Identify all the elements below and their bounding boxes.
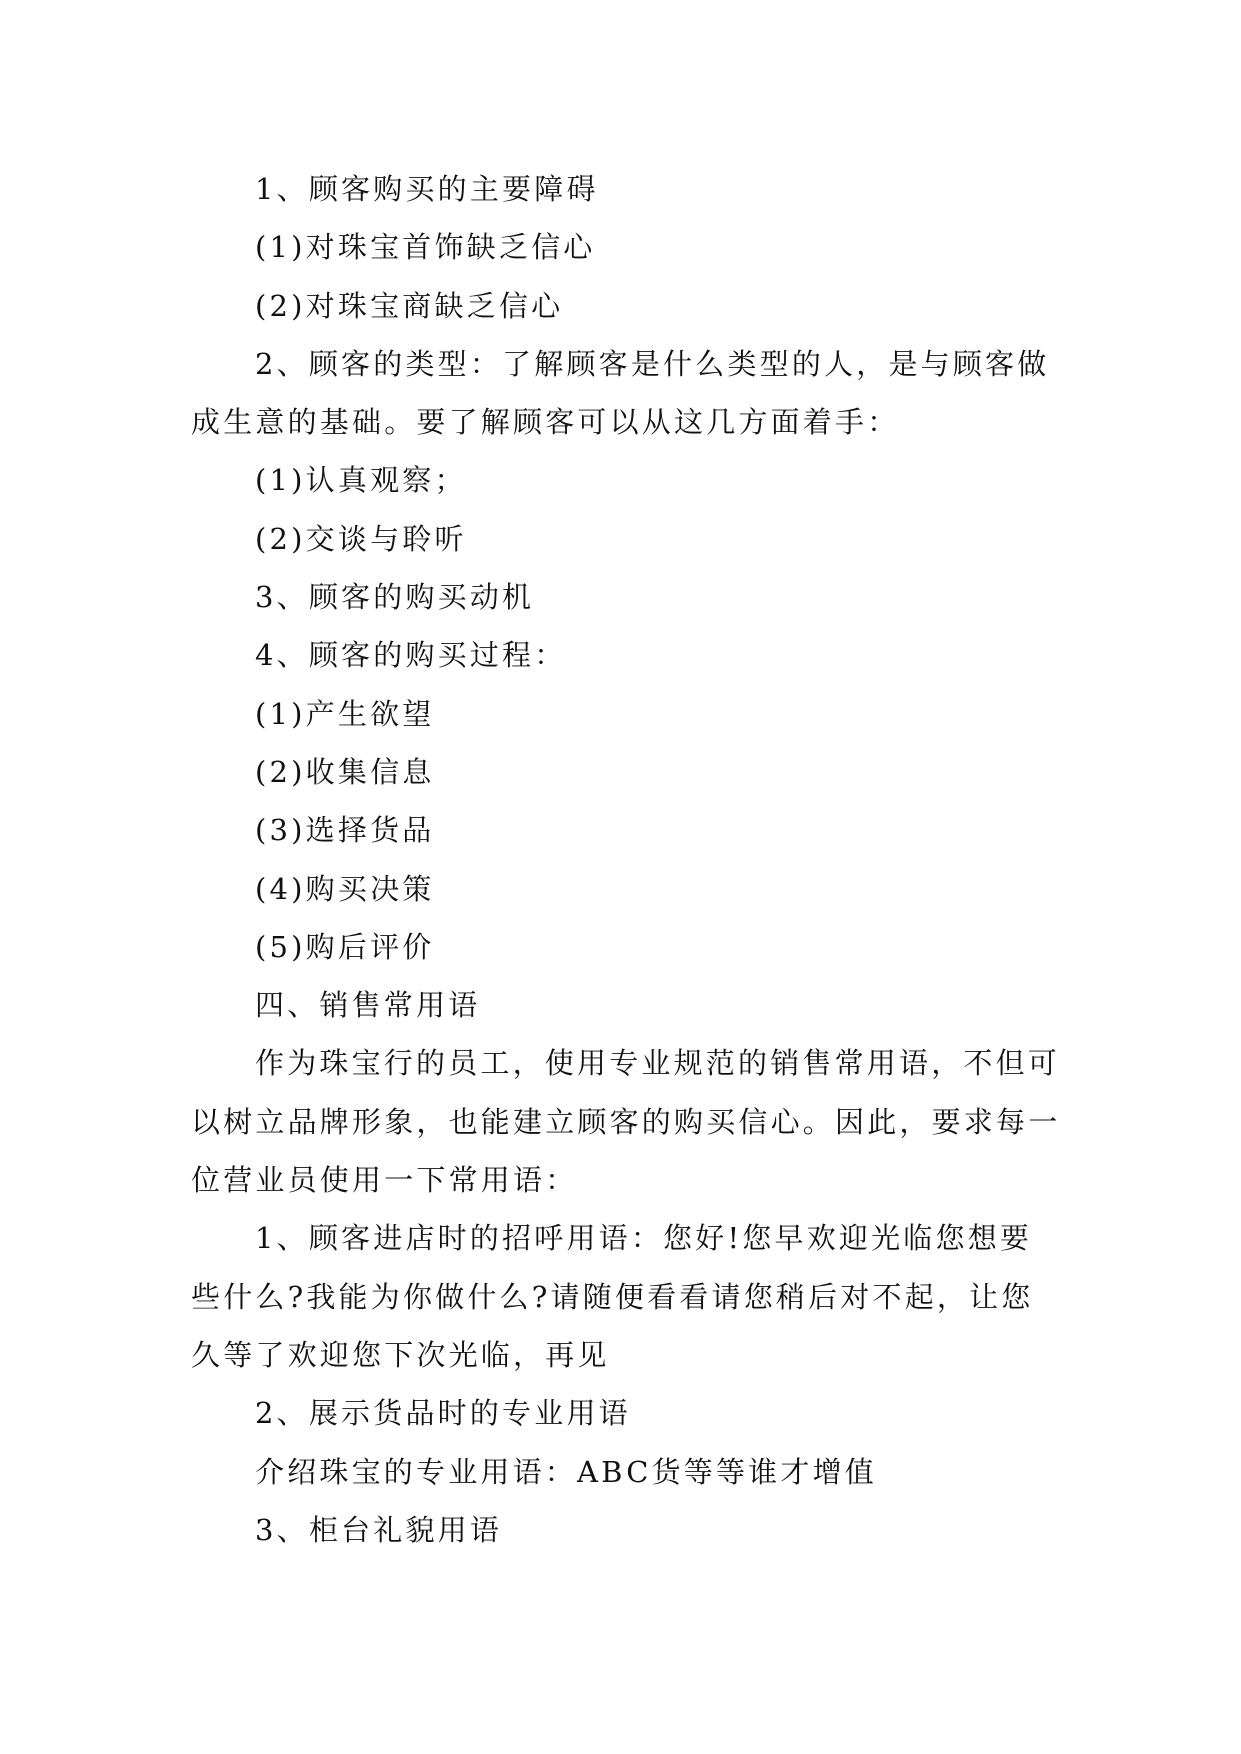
- document-body: [191, 160, 1061, 1559]
- paragraph-obstacles-heading: 1、顾客购买的主要障碍: [255, 172, 599, 206]
- paragraph-process-step-5: (5)购后评价: [255, 929, 435, 964]
- paragraph-purchase-process: 4、顾客的购买过程：: [255, 638, 567, 673]
- paragraph-customer-types: 2、顾客的类型：了解顾客是什么类型的人，是与顾客做成生意的基础。要了解顾客可以从这几方面着手：: [191, 346, 1050, 440]
- paragraph-motivation: 3、顾客的购买动机: [255, 580, 535, 615]
- paragraph-process-step-3: (3)选择货品: [255, 813, 435, 848]
- paragraph-greeting-phrases: 1、顾客进店时的招呼用语：您好!您早欢迎光临您想要些什么?我能为你做什么?请随便看看请您稍后对不起，让您久等了欢迎您下次光临，再见: [191, 1221, 1034, 1372]
- paragraph-counter-courtesy: 3、柜台礼貌用语: [255, 1512, 503, 1547]
- paragraph-obstacle-1: (1)对珠宝首饰缺乏信心: [255, 230, 596, 265]
- paragraph-process-step-4: (4)购买决策: [255, 871, 435, 906]
- paragraph-obstacle-2: (2)对珠宝商缺乏信心: [255, 288, 564, 323]
- paragraph-process-step-2: (2)收集信息: [255, 754, 435, 789]
- paragraph-sales-intro: 作为珠宝行的员工，使用专业规范的销售常用语，不但可以树立品牌形象，也能建立顾客的购买信心。因此，要求每一位营业员使用一下常用语：: [191, 1046, 1061, 1198]
- paragraph-process-step-1: (1)产生欲望: [255, 696, 435, 731]
- paragraph-display-phrases: 2、展示货品时的专业用语: [255, 1396, 631, 1431]
- paragraph-jewelry-terms: 介绍珠宝的专业用语：ABC货等等谁才增值: [255, 1454, 877, 1489]
- paragraph-observe: (1)认真观察；: [255, 463, 467, 498]
- section-heading-sales-phrases: 四、销售常用语: [255, 988, 481, 1023]
- paragraph-talk-listen: (2)交谈与聆听: [255, 521, 467, 556]
